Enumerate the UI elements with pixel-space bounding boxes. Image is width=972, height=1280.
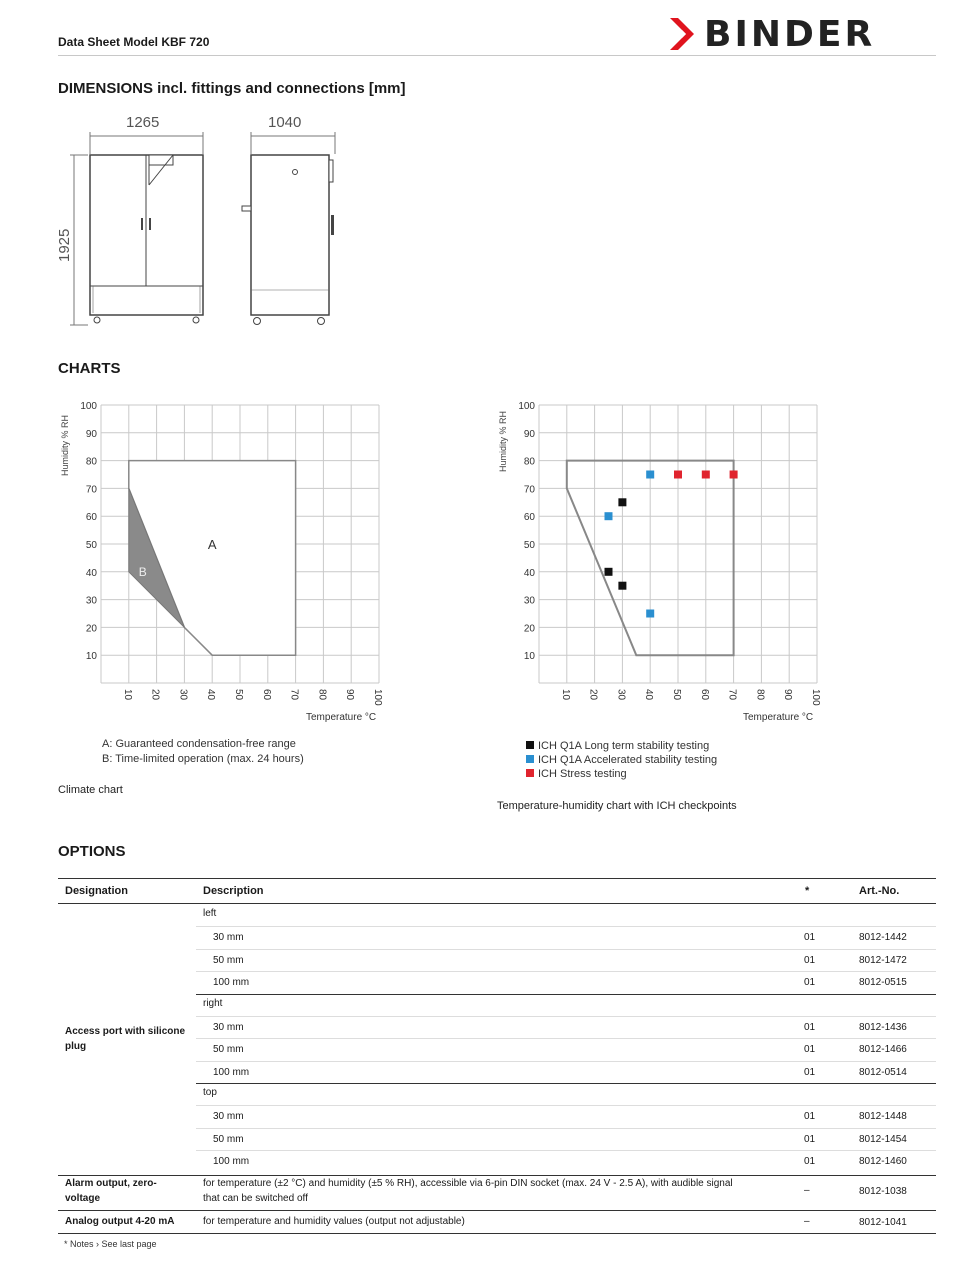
ich-checkpoint [618,498,626,506]
ich-x-tick: 70 [726,689,738,701]
access-port-note: 01 [804,1111,816,1122]
access-port-art-no: 8012-1466 [859,1044,907,1055]
ich-legend-stress: ICH Stress testing [526,768,627,780]
ich-y-axis-title: Humidity % RH [498,410,508,472]
binder-logo-icon [668,14,702,54]
legend-swatch-blue [526,755,534,763]
row-rule [196,1038,936,1039]
access-port-group-right: right [203,997,223,1009]
depth-dimension: 1040 [268,114,302,131]
access-port-size: 50 mm [213,954,244,966]
analog-art-no: 8012-1041 [859,1217,907,1228]
ich-y-tick: 80 [523,456,535,468]
alarm-designation-2: voltage [65,1193,101,1204]
climate-y-tick: 60 [85,512,97,524]
ich-x-tick: 20 [587,689,599,701]
ich-x-tick: 80 [754,689,766,701]
climate-chart-caption: Climate chart [58,784,123,796]
ich-x-axis-title: Temperature °C [743,712,814,723]
height-dimension: 1925 [56,228,73,262]
access-port-note: 01 [804,932,816,943]
ich-y-tick: 40 [523,567,535,579]
ich-y-tick: 100 [518,401,535,412]
footnote: * Notes › See last page [64,1239,157,1249]
access-port-art-no: 8012-0515 [859,977,907,988]
ich-x-tick: 60 [698,689,710,701]
ich-checkpoint [646,610,654,618]
ich-x-tick: 40 [643,689,655,701]
climate-y-tick: 80 [85,456,97,468]
logo-wordmark: BINDER [704,14,876,55]
ich-x-tick: 30 [615,689,627,701]
alarm-description-1: for temperature (±2 °C) and humidity (±5 % RH), accessible via 6-pin DIN socket (max. 24 V - 2.5 A), with audible signal [203,1178,733,1189]
climate-x-tick: 10 [121,689,133,701]
row-rule [196,971,936,972]
ich-y-tick: 30 [523,595,535,607]
climate-y-tick: 10 [85,651,97,663]
climate-y-tick: 50 [85,540,97,551]
climate-y-axis-title: Humidity % RH [60,414,70,476]
access-port-note: 01 [804,954,816,966]
ich-checkpoint [702,471,710,479]
group-rule [196,1083,936,1084]
ich-checkpoint [605,512,613,520]
ich-y-tick: 90 [523,428,535,440]
ich-x-tick: 90 [782,689,794,701]
ich-x-tick: 100 [810,689,821,706]
document-title: Data Sheet Model KBF 720 [58,35,210,49]
alarm-designation-1: Alarm output, zero- [65,1178,157,1189]
alarm-description-2: that can be switched off [203,1193,308,1204]
climate-y-tick: 30 [85,595,97,607]
legend-swatch-red [526,769,534,777]
analog-note: – [804,1216,810,1227]
access-port-art-no: 8012-0514 [859,1066,907,1078]
access-port-size: 30 mm [213,1111,244,1122]
access-port-note: 01 [804,1021,816,1033]
access-port-note: 01 [804,1156,816,1167]
access-port-note: 01 [804,1133,816,1145]
header-divider [58,55,936,56]
access-port-size: 50 mm [213,1044,244,1055]
climate-x-tick: 40 [205,689,217,701]
climate-y-tick: 20 [85,623,97,635]
climate-y-tick: 90 [85,428,97,440]
analog-designation: Analog output 4-20 mA [65,1216,175,1227]
access-port-size: 100 mm [213,977,250,988]
ich-y-tick: 60 [523,512,535,524]
access-port-designation: Access port with silicone plug [65,1026,186,1052]
climate-x-tick: 50 [233,689,244,701]
access-port-group-top: top [203,1087,217,1098]
climate-x-tick: 30 [177,689,189,701]
charts-heading: CHARTS [58,360,121,377]
access-port-note: 01 [804,1044,816,1055]
row-rule [196,1016,936,1017]
access-port-size: 100 mm [213,1156,250,1167]
ich-legend-accelerated: ICH Q1A Accelerated stability testing [526,754,717,766]
climate-x-tick: 100 [372,689,383,706]
climate-chart [70,395,390,710]
header-rule [58,903,936,904]
alarm-note: – [804,1185,810,1196]
access-port-art-no: 8012-1448 [859,1111,907,1122]
access-port-size: 50 mm [213,1133,244,1145]
access-port-art-no: 8012-1454 [859,1133,907,1145]
alarm-art-no: 8012-1038 [859,1186,907,1197]
ich-legend-long-term: ICH Q1A Long term stability testing [526,740,709,752]
col-description: Description [203,885,264,897]
ich-y-tick: 20 [523,623,535,635]
ich-x-tick: 50 [671,689,682,701]
ich-checkpoint [674,471,682,479]
climate-x-tick: 80 [316,689,328,701]
climate-x-tick: 90 [344,689,356,701]
climate-legend-b: B: Time-limited operation (max. 24 hours) [102,753,304,765]
alarm-rule [58,1175,936,1176]
ich-chart-caption: Temperature-humidity chart with ICH checkpoints [497,800,737,812]
access-port-size: 30 mm [213,932,244,943]
row-rule [196,1150,936,1151]
access-port-art-no: 8012-1442 [859,932,907,943]
col-art-no: Art.-No. [859,885,900,897]
row-rule [196,1128,936,1129]
region-b-label: B [138,564,147,579]
table-bottom-rule [58,1233,936,1234]
col-designation: Designation [65,885,128,897]
group-rule [196,994,936,995]
climate-x-tick: 60 [260,689,272,701]
analog-description: for temperature and humidity values (output not adjustable) [203,1216,465,1227]
options-heading: OPTIONS [58,843,126,860]
ich-y-tick: 70 [523,484,535,496]
access-port-art-no: 8012-1472 [859,954,907,966]
row-rule [196,949,936,950]
climate-x-tick: 20 [149,689,161,701]
legend-swatch-black [526,741,534,749]
ich-x-tick: 10 [559,689,571,701]
ich-checkpoint [646,471,654,479]
ich-checkpoint [605,568,613,576]
climate-y-tick: 100 [80,401,97,412]
access-port-size: 100 mm [213,1066,250,1078]
access-port-art-no: 8012-1460 [859,1156,907,1167]
row-rule [196,926,936,927]
access-port-art-no: 8012-1436 [859,1021,907,1033]
access-port-group-left: left [203,908,217,919]
region-a-label: A [207,537,217,552]
climate-x-tick: 70 [288,689,300,701]
ich-checkpoint [730,471,738,479]
access-port-note: 01 [804,977,816,988]
climate-x-axis-title: Temperature °C [306,712,377,723]
ich-chart [505,395,835,710]
dimensions-heading: DIMENSIONS incl. fittings and connections [mm] [58,80,406,97]
col-note: * [805,885,810,897]
analog-rule [58,1210,936,1211]
climate-legend-a: A: Guaranteed condensation-free range [102,738,296,750]
climate-y-tick: 70 [85,484,97,496]
row-rule [196,1105,936,1106]
width-dimension: 1265 [126,114,160,131]
table-top-rule [58,878,936,879]
climate-y-tick: 40 [85,567,97,579]
dimension-drawing [50,110,350,335]
ich-y-tick: 10 [523,651,535,663]
row-rule [196,1061,936,1062]
ich-y-tick: 50 [523,540,535,551]
access-port-note: 01 [804,1066,816,1078]
access-port-size: 30 mm [213,1021,244,1033]
ich-checkpoint [618,582,626,590]
